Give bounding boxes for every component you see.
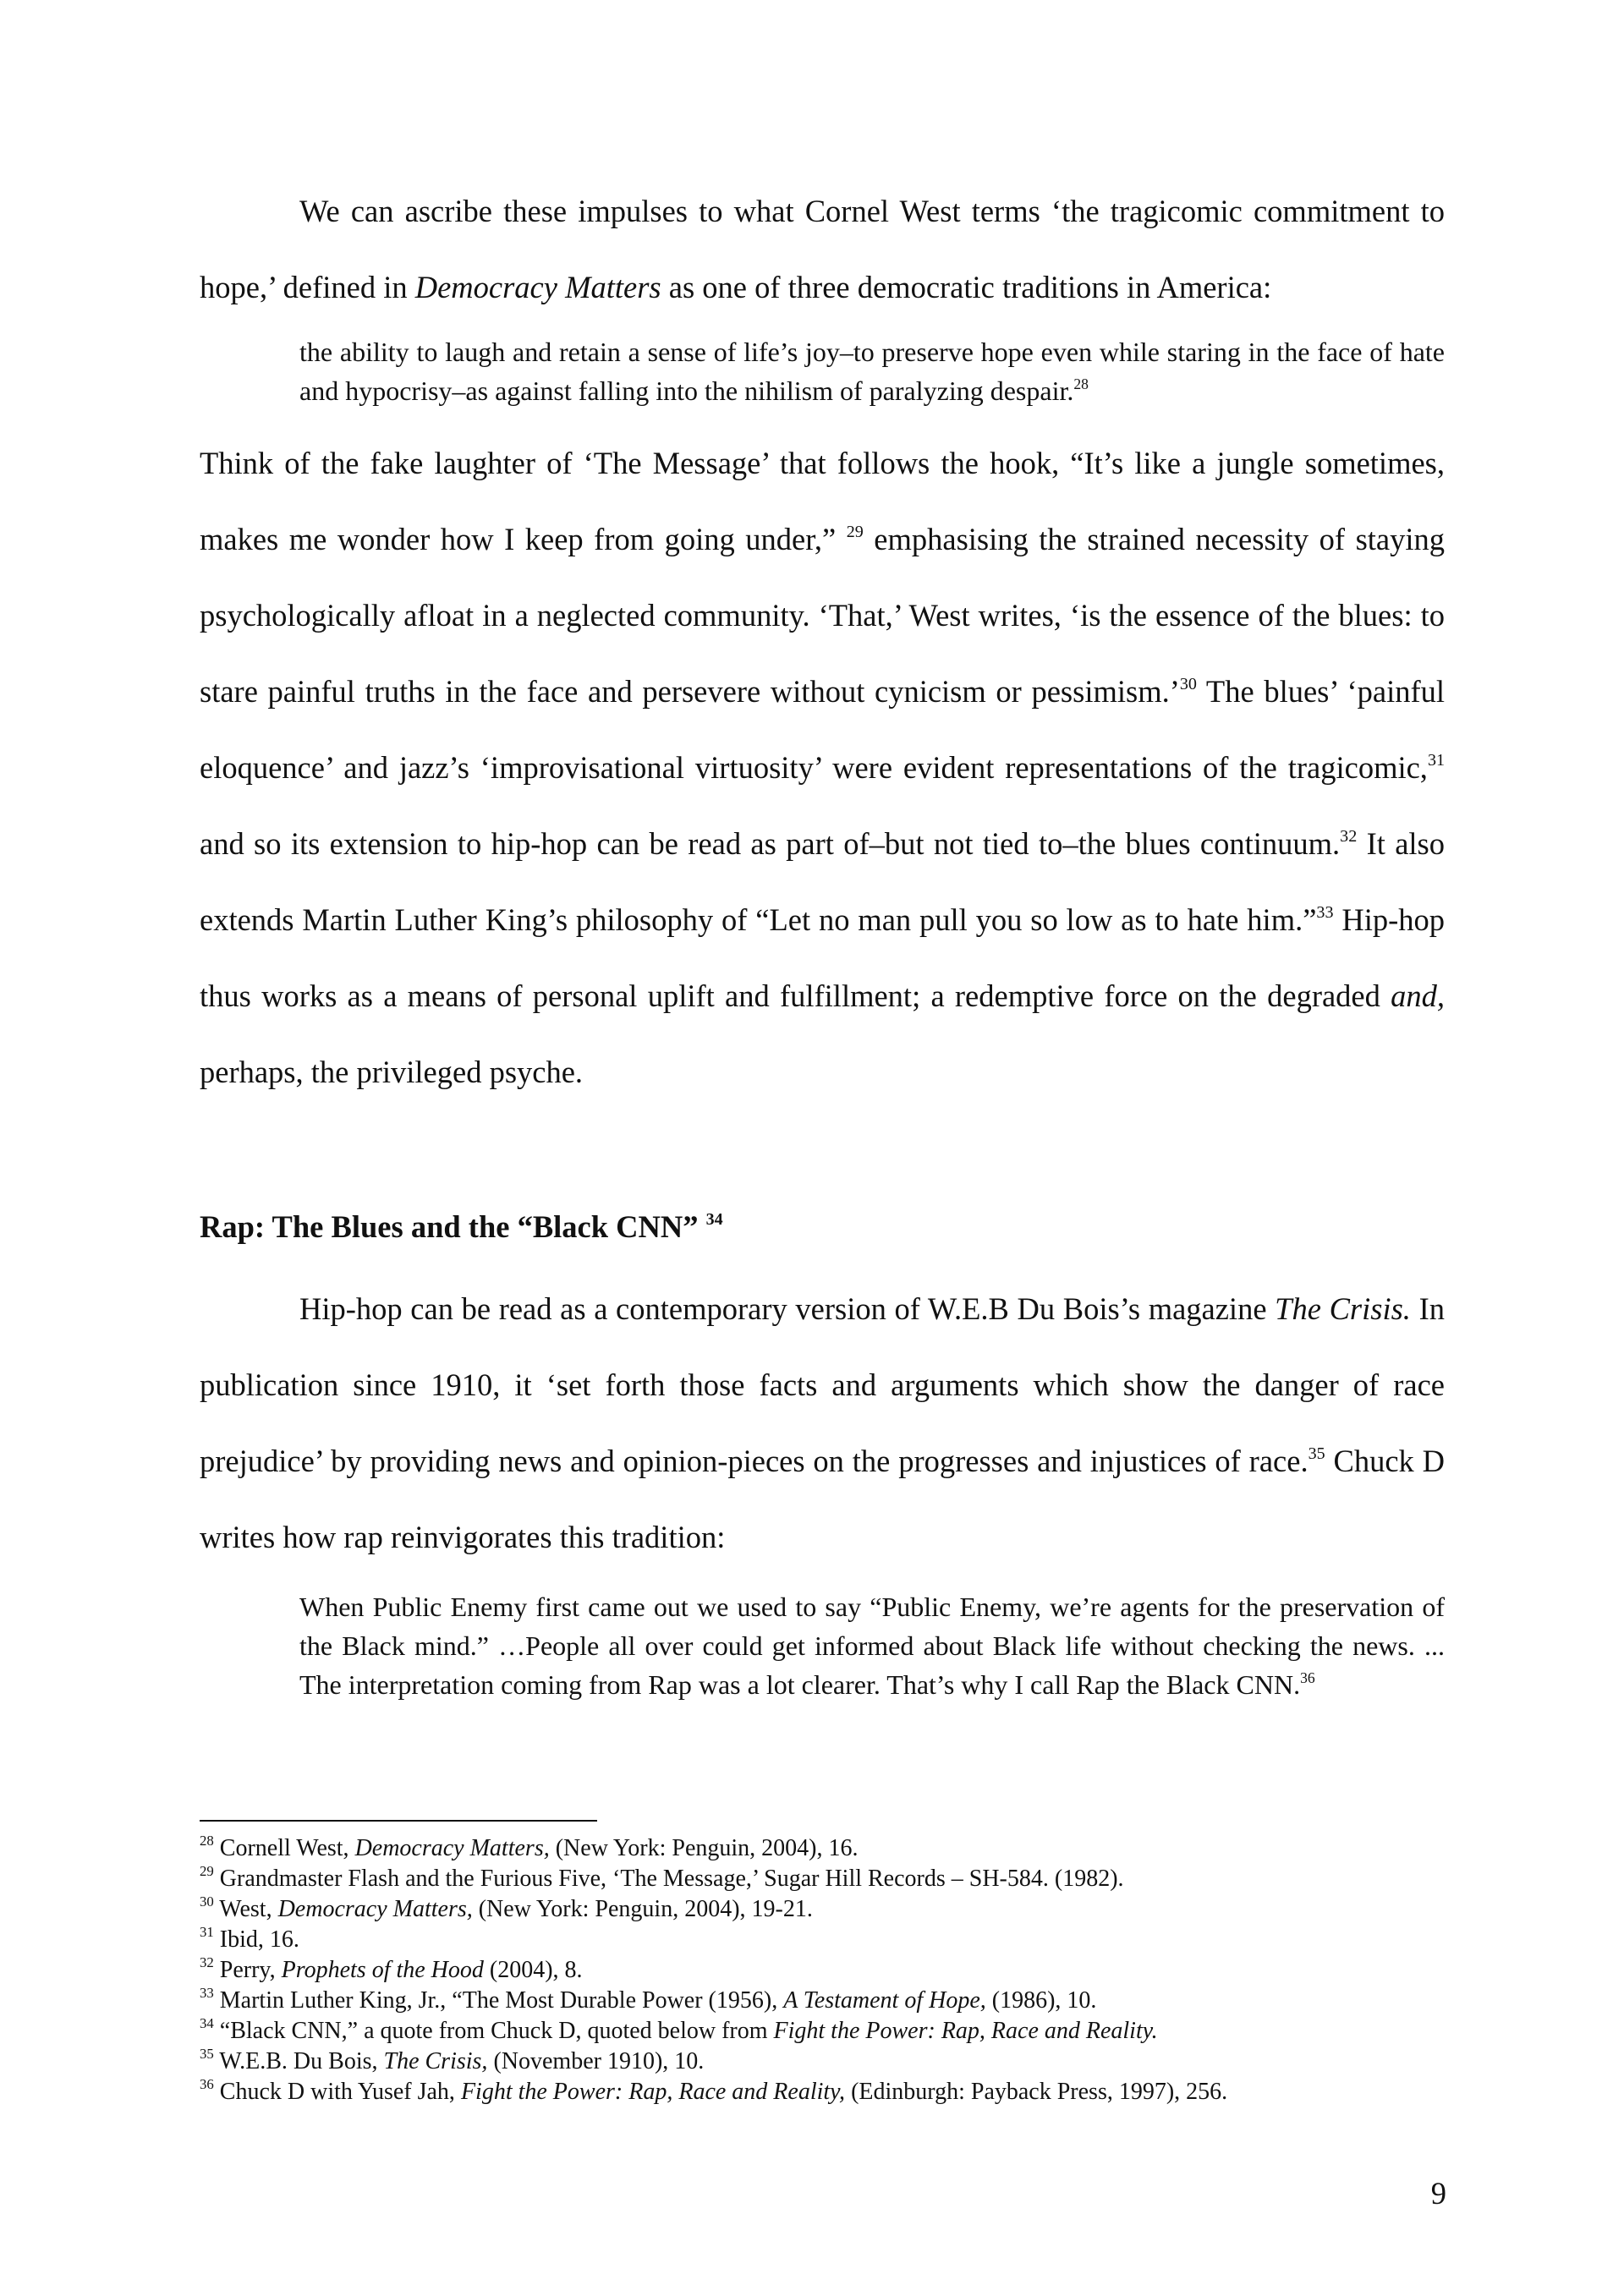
footnote-title: Prophets of the Hood bbox=[281, 1957, 484, 1983]
footnote-text: “Black CNN,” a quote from Chuck D, quoted below from bbox=[219, 2018, 774, 2044]
footnote-separator bbox=[200, 1820, 597, 1822]
footnote-title: Democracy Matters, bbox=[277, 1896, 473, 1922]
footnote-number: 30 bbox=[200, 1893, 214, 1910]
footnote-title: Fight the Power: Rap, Race and Reality, bbox=[460, 2079, 846, 2105]
footnote-number: 33 bbox=[200, 1985, 214, 2002]
text-run: Hip-hop thus works as a means of personal uplift and fulfillment; a redemptive force on the degraded bbox=[200, 902, 1445, 1013]
footnote-text: (Edinburgh: Payback Press, 1997), 256. bbox=[845, 2079, 1228, 2105]
footnote-ref: 34 bbox=[705, 1209, 723, 1229]
text-run: The blues’ ‘painful eloquence’ and jazz’s ‘improvisational virtuosity’ were evident representations of the tragicomic, bbox=[200, 674, 1446, 785]
heading-spacer bbox=[200, 1251, 1445, 1271]
text-run: Chuck D writes how rap reinvigorates this tradition: bbox=[200, 1444, 1446, 1554]
paragraph-the-crisis bbox=[200, 1271, 1445, 1575]
footnote-number: 35 bbox=[200, 2046, 214, 2063]
footnote-text: Ibid, 16. bbox=[219, 1926, 299, 1953]
footnote-number: 34 bbox=[200, 2015, 214, 2032]
footnote bbox=[200, 1864, 1451, 1894]
footnote-number: 28 bbox=[200, 1833, 214, 1849]
footnote-number: 36 bbox=[200, 2076, 214, 2093]
footnote-ref: 35 bbox=[1308, 1444, 1325, 1463]
footnote-text: (November 1910), 10. bbox=[487, 2048, 705, 2074]
section-heading bbox=[200, 1203, 1445, 1251]
footnote-number: 29 bbox=[200, 1863, 214, 1880]
footnote-text: W.E.B. Du Bois, bbox=[219, 2048, 384, 2074]
footnote bbox=[200, 1986, 1451, 2016]
text-run: perhaps, the privileged psyche. bbox=[200, 1055, 584, 1089]
footnote-text: (New York: Penguin, 2004), 19-21. bbox=[472, 1896, 813, 1922]
footnote-ref: 29 bbox=[846, 522, 864, 541]
heading-text: Rap: The Blues and the “Black CNN” bbox=[200, 1209, 699, 1244]
footnote bbox=[200, 1925, 1451, 1955]
text-run: We can ascribe these impulses to what Cornel West terms ‘the tragicomic commitment to hope,’ defined in bbox=[200, 194, 1445, 304]
text-run: In publication since 1910, it ‘set forth those facts and arguments which show the danger of race prejudice’ by providing news and opinion-pieces on the progresses and injustices of race. bbox=[200, 1291, 1445, 1478]
emphasis-italic: and, bbox=[1391, 978, 1445, 1013]
quote-text: the ability to laugh and retain a sense of life’s joy–to preserve hope even while staring in the face of hate and hypocrisy–as against falling into the nihilism of paralyzing despair. bbox=[299, 337, 1445, 406]
footnote-text: West, bbox=[219, 1896, 278, 1922]
title-italic: The Crisis. bbox=[1275, 1291, 1411, 1326]
title-italic: Democracy Matters bbox=[414, 270, 661, 304]
block-quote-west bbox=[299, 332, 1445, 410]
block-quote-chuck-d bbox=[299, 1587, 1445, 1704]
footnote bbox=[200, 2016, 1451, 2047]
footnote bbox=[200, 2047, 1451, 2077]
footnote-title: The Crisis, bbox=[383, 2048, 488, 2074]
footnote-text: Martin Luther King, Jr., “The Most Durable Power (1956), bbox=[219, 1987, 784, 2014]
paragraph-the-message bbox=[200, 425, 1445, 1110]
text-run: Hip-hop can be read as a contemporary version of W.E.B Du Bois’s magazine bbox=[299, 1291, 1276, 1326]
footnote-title: Fight the Power: Rap, Race and Reality. bbox=[773, 2018, 1158, 2044]
footnote-title: A Testament of Hope, bbox=[783, 1987, 986, 2014]
footnote-title: Democracy Matters, bbox=[354, 1835, 550, 1861]
text-run: and so its extension to hip-hop can be read as part of–but not tied to–the blues continuum. bbox=[200, 826, 1341, 861]
footnote-text: (New York: Penguin, 2004), 16. bbox=[549, 1835, 859, 1861]
footnote bbox=[200, 1955, 1451, 1986]
footnotes bbox=[200, 1833, 1451, 2107]
page-number: 9 bbox=[1430, 2176, 1446, 2211]
text-run: Think of the fake laughter of ‘The Message’ that follows the hook, “It’s like a jungle sometimes, makes me wonder how I keep from going under,” bbox=[200, 446, 1445, 556]
footnote-ref: 36 bbox=[1300, 1669, 1315, 1686]
paragraph-tragicomic bbox=[200, 173, 1445, 326]
footnote-text: Cornell West, bbox=[219, 1835, 355, 1861]
footnote-text: Chuck D with Yusef Jah, bbox=[219, 2079, 461, 2105]
footnote bbox=[200, 1833, 1451, 1864]
footnote-number: 31 bbox=[200, 1924, 214, 1941]
text-run: It also extends Martin Luther King’s philosophy of “Let no man pull you so low as to hate him.” bbox=[200, 826, 1446, 937]
footnote-ref: 32 bbox=[1340, 826, 1358, 846]
footnote-text: (2004), 8. bbox=[483, 1957, 583, 1983]
footnote-ref: 33 bbox=[1316, 902, 1334, 922]
footnote-text: Perry, bbox=[219, 1957, 282, 1983]
footnote bbox=[200, 1894, 1451, 1925]
footnote-ref: 31 bbox=[1427, 750, 1445, 770]
footnote-ref: 30 bbox=[1179, 674, 1197, 693]
footnote-number: 32 bbox=[200, 1954, 214, 1971]
text-run: emphasising the strained necessity of staying psychologically afloat in a neglected community. ‘That,’ West writes, ‘is the essence of the blues: to stare painful truths in the face and persevere without cynicism or pessimism.’ bbox=[200, 522, 1446, 709]
footnote-ref: 28 bbox=[1073, 375, 1089, 392]
main-text bbox=[200, 173, 1445, 1704]
quote-text: When Public Enemy first came out we used to say “Public Enemy, we’re agents for the preservation of the Black mind.” …People all over could get informed about Black life without checking the news. ... The interpretation coming from Rap was a lot clearer. That’s why I call Rap the Black CNN. bbox=[299, 1592, 1445, 1700]
footnote-text: (1986), 10. bbox=[985, 1987, 1097, 2014]
footnote-text: Grandmaster Flash and the Furious Five, ‘The Message,’ Sugar Hill Records – SH-584. (1982). bbox=[219, 1866, 1124, 1892]
footnote bbox=[200, 2077, 1451, 2107]
text-run: as one of three democratic traditions in America: bbox=[661, 270, 1272, 304]
